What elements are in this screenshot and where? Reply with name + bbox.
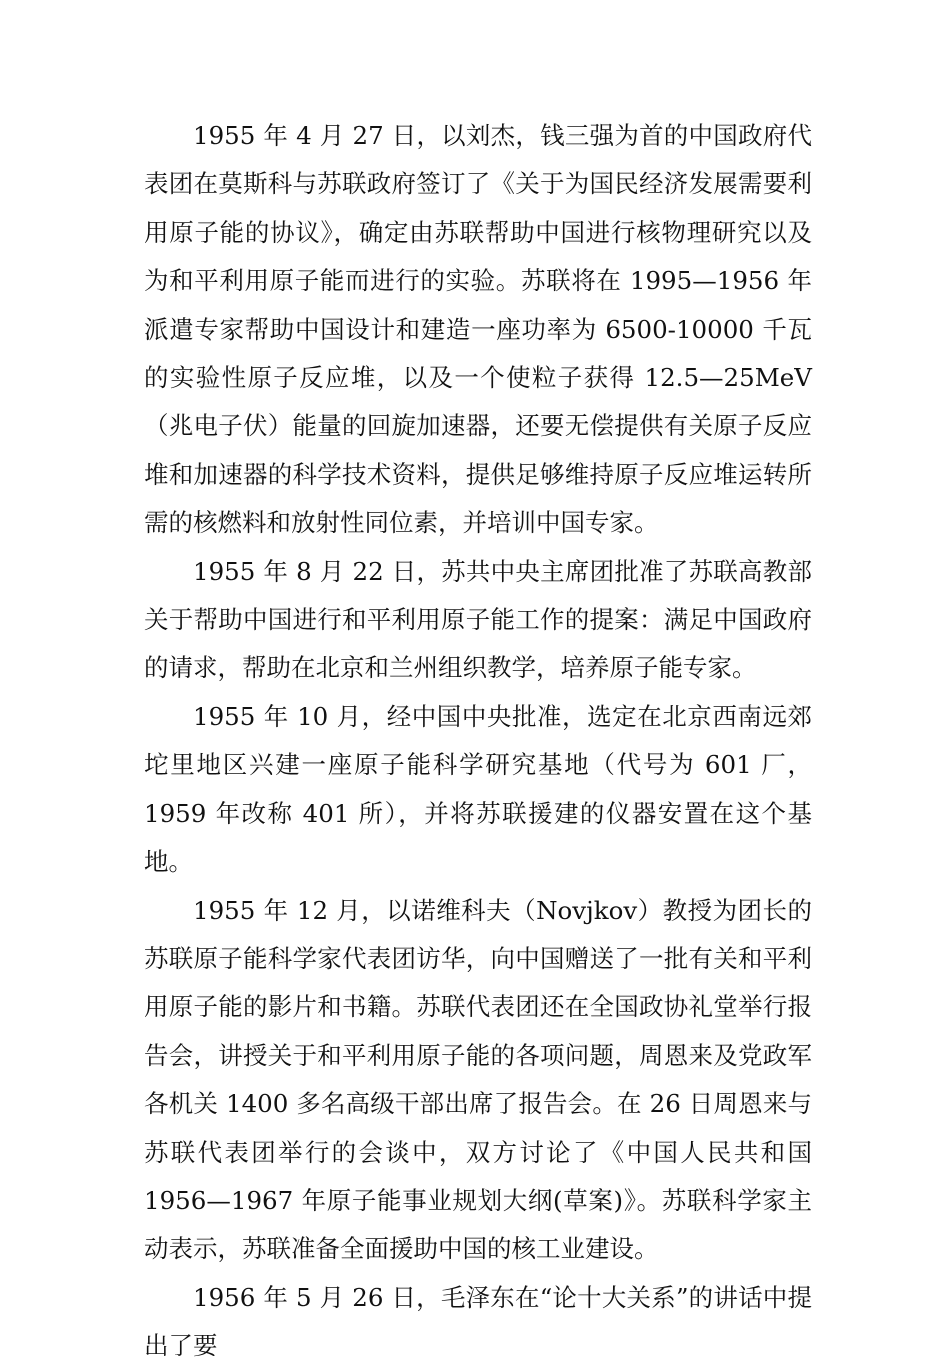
paragraph-1: 1955 年 4 月 27 日，以刘杰，钱三强为首的中国政府代表团在莫斯科与苏联政府签订了《关于为国民经济发展需要利用原子能的协议》，确定由苏联帮助中国进行核物理研究以及为和平利用原子能而进行的实验。苏联将在 1995—1956 年派遣专家帮助中国设计和建造一座功率为 6500-10000 千瓦的实验性原子反应堆，以及一个使粒子获得 12.5—25MeV（兆电子伏）能量的回旋加速器，还要无偿提供有关原子反应堆和加速器的科学技术资料，提供足够维持原子反应堆运转所需的核燃料和放射性同位素，并培训中国专家。 [144, 121, 813, 538]
paragraph-2: 1955 年 8 月 22 日，苏共中央主席团批准了苏联高教部关于帮助中国进行和平利用原子能工作的提案：满足中国政府的请求，帮助在北京和兰州组织教学，培养原子能专家。 [144, 556, 812, 683]
paragraph-3: 1955 年 10 月，经中国中央批准，选定在北京西南远郊坨里地区兴建一座原子能科学研究基地（代号为 601 厂，1959 年改称 401 所），并将苏联援建的仪器安置在这个基地。 [144, 701, 812, 877]
document-body [144, 112, 812, 1371]
paragraph-5: 1956 年 5 月 26 日，毛泽东在“论十大关系”的讲话中提出了要 [144, 1282, 812, 1361]
paragraph-4: 1955 年 12 月，以诺维科夫（Novjkov）教授为团长的苏联原子能科学家代表团访华，向中国赠送了一批有关和平利用原子能的影片和书籍。苏联代表团还在全国政协礼堂举行报告会，讲授关于和平利用原子能的各项问题，周恩来及党政军各机关 1400 多名高级干部出席了报告会。在 26 日周恩来与苏联代表团举行的会谈中，双方讨论了《中国人民共和国 1956—1967 年原子能事业规划大纲(草案)》。苏联科学家主动表示，苏联准备全面援助中国的核工业建设。 [144, 895, 812, 1264]
